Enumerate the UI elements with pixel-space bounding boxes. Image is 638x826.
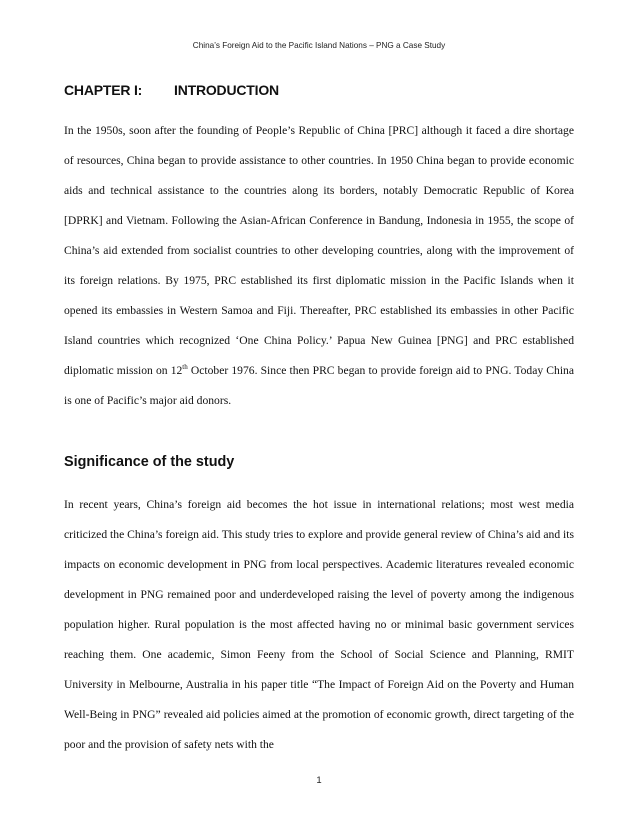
intro-text-part2: October 1976. Since then PRC began to provide foreign aid to PNG. Today China is one of Pacific’s major aid donors. — [64, 364, 574, 407]
page-number: 1 — [316, 775, 322, 786]
date-superscript: th — [182, 363, 188, 371]
significance-paragraph: In recent years, China’s foreign aid becomes the hot issue in international relations; most west media criticized the China’s foreign aid. This study tries to explore and provide general review of China’s aid and its impacts on economic development in PNG from local perspectives. Academic literatures revealed economic development in PNG remained poor and underdeveloped raising the level of poverty among the indigenous population higher. Rural population is the most affected having no or minimal basic government services reaching them. One academic, Simon Feeny from the School of Social Science and Planning, RMIT University in Melbourne, Australia in his paper title “The Impact of Foreign Aid on the Poverty and Human Well-Being in PNG” revealed aid policies aimed at the promotion of economic growth, direct targeting of the poor and the provision of safety nets with the — [64, 498, 574, 751]
intro-text-part1: In the 1950s, soon after the founding of People’s Republic of China [PRC] although it faced a dire shortage of resources, China began to provide assistance to other countries. In 1950 China began to provide economic aids and technical assistance to the countries along its borders, notably Democratic Republic of Korea [DPRK] and Vietnam. Following the Asian-African Conference in Bandung, Indonesia in 1955, the scope of China’s aid extended from socialist countries to other developing countries, along with the improvement of its foreign relations. By 1975, PRC established its first diplomatic mission in the Pacific Islands when it opened its embassies in Western Samoa and Fiji. Thereafter, PRC established its embassies in other Pacific Island countries which recognized ‘One China Policy.’ Papua New Guinea [PNG] and PRC established diplomatic mission on 12 — [64, 124, 574, 377]
chapter-number: CHAPTER I: — [64, 82, 143, 98]
section-heading: Significance of the study — [64, 454, 235, 470]
chapter-title: INTRODUCTION — [174, 82, 279, 98]
running-header: China’s Foreign Aid to the Pacific Island Nations – PNG a Case Study — [192, 41, 446, 50]
chapter-heading — [64, 82, 279, 98]
intro-paragraph — [64, 116, 574, 416]
